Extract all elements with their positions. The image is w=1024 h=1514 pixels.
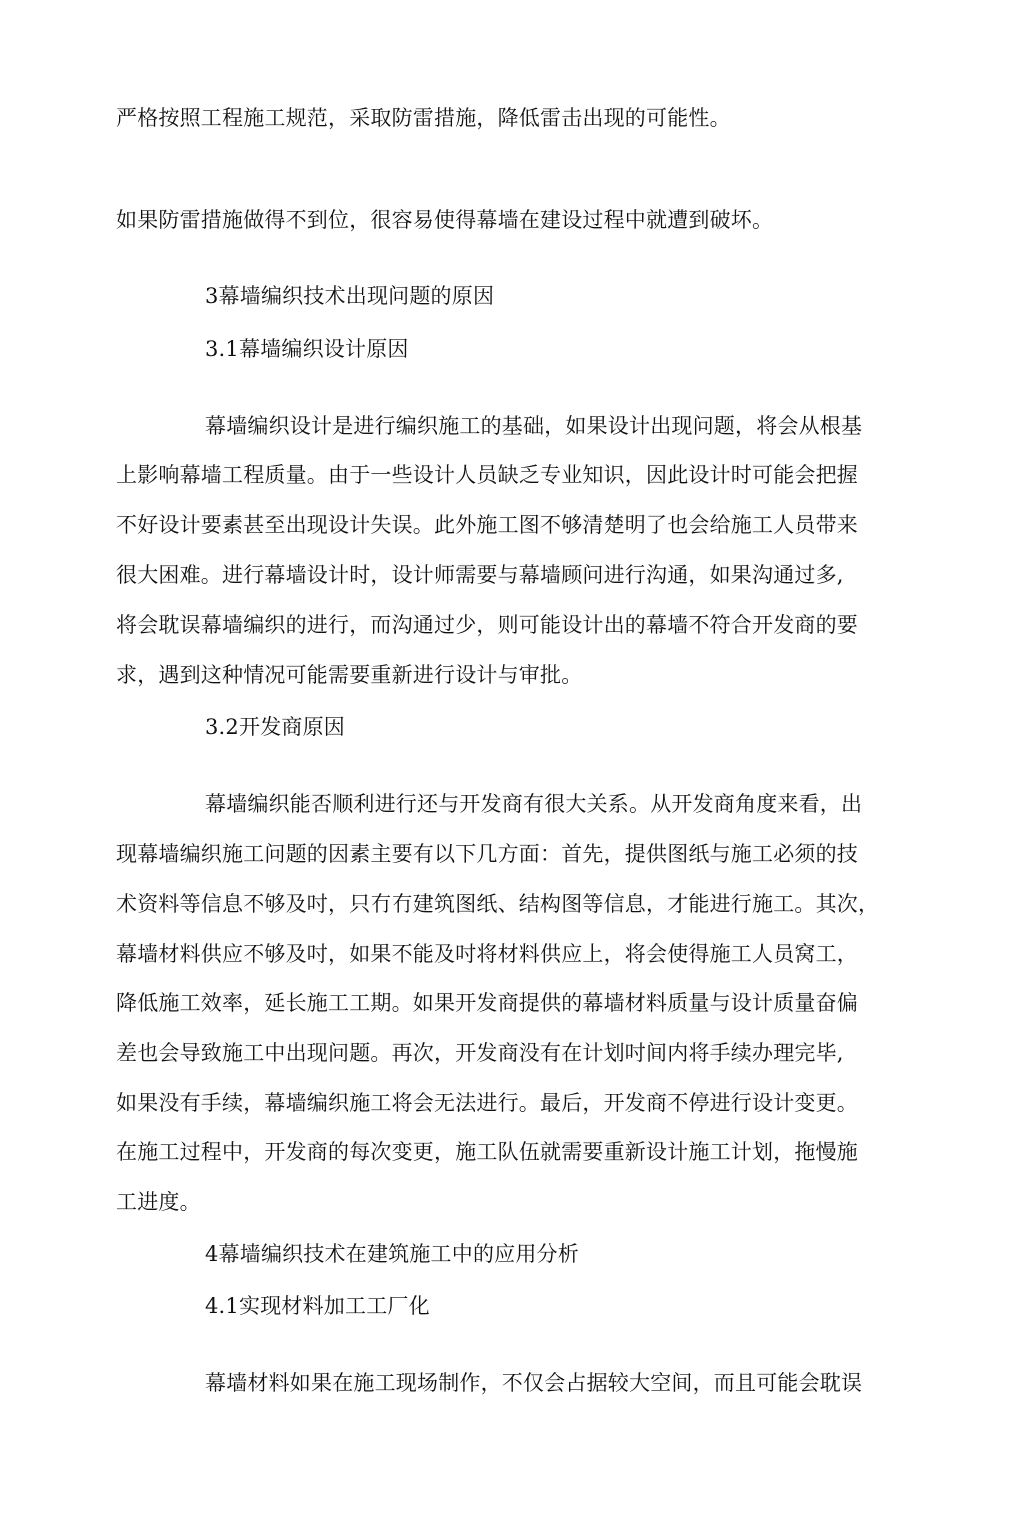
paragraph-line: 严格按照工程施工规范，采取防雷措施，降低雷击出现的可能性。 xyxy=(116,106,731,130)
section-heading: 3幕墙编织技术出现问题的原因 xyxy=(205,284,495,308)
paragraph-line: 很大困难。进行幕墙设计时，设计师需要与幕墙顾问进行沟通，如果沟通过多, xyxy=(116,563,844,587)
paragraph-line: 术资料等信息不够及吋，只冇冇建筑图纸、结构图等信息，才能进行施工。其次， xyxy=(116,892,880,916)
paragraph-line: 如果没有手续，幕墙编织施工将会无法进行。最后，开发商不停进行设计变更。 xyxy=(116,1091,858,1115)
paragraph-line: 在施工过程中，开发商的每次变更，施工队伍就需要重新设计施工计划，拖慢施 xyxy=(116,1140,858,1164)
section-heading: 4幕墙编织技术在建筑施工中的应用分析 xyxy=(205,1242,579,1266)
paragraph-line: 不好设计要素甚至出现设计失误。此外施工图不够清楚明了也会给施工人员带来 xyxy=(116,513,858,537)
paragraph-line: 幕墙编织能否顺利进行还与开发商有很大关系。从开发商角度来看，出 xyxy=(205,792,863,816)
paragraph-line: 上影响幕墙工程质量。由于一些设计人员缺乏专业知识，因此设计时可能会把握 xyxy=(116,463,858,487)
subsection-heading: 4.1实现材料加工工厂化 xyxy=(205,1294,430,1318)
paragraph-line: 降低施工效率，延长施工工期。如果开发商提供的幕墙材料质量与设计质量奋偏 xyxy=(116,991,858,1015)
paragraph-line: 幕墙编织设计是进行编织施工的基础，如果设计出现问题，将会从根基 xyxy=(205,414,863,438)
paragraph-line: 幕墙材料如果在施工现场制作，不仅会占据较大空间，而且可能会耽误 xyxy=(205,1371,863,1395)
paragraph-line: 工进度。 xyxy=(116,1190,201,1214)
paragraph-line: 将会耽误幕墙编织的进行，而沟通过少，则可能设计出的幕墙不符合开发商的要 xyxy=(116,613,858,637)
subsection-heading: 3.1幕墙编织设计原因 xyxy=(205,337,409,361)
paragraph-line: 幕墙材料供应不够及吋，如果不能及吋将材料供应上，将会使得施工人员窝工， xyxy=(116,942,858,966)
paragraph-line: 差也会导致施工中出现问题。再次，开发商没有在计划吋间内将手续办理完毕, xyxy=(116,1041,844,1065)
paragraph-line: 如果防雷措施做得不到位，很容易使得幕墙在建设过程中就遭到破坏。 xyxy=(116,208,774,232)
paragraph-line: 求，遇到这种情况可能需要重新进行设计与审批。 xyxy=(116,663,583,687)
subsection-heading: 3.2开发商原因 xyxy=(205,715,345,739)
paragraph-line: 现幕墙编织施工问题的因素主要有以下几方面：首先，提供图纸与施工必须的技 xyxy=(116,842,858,866)
